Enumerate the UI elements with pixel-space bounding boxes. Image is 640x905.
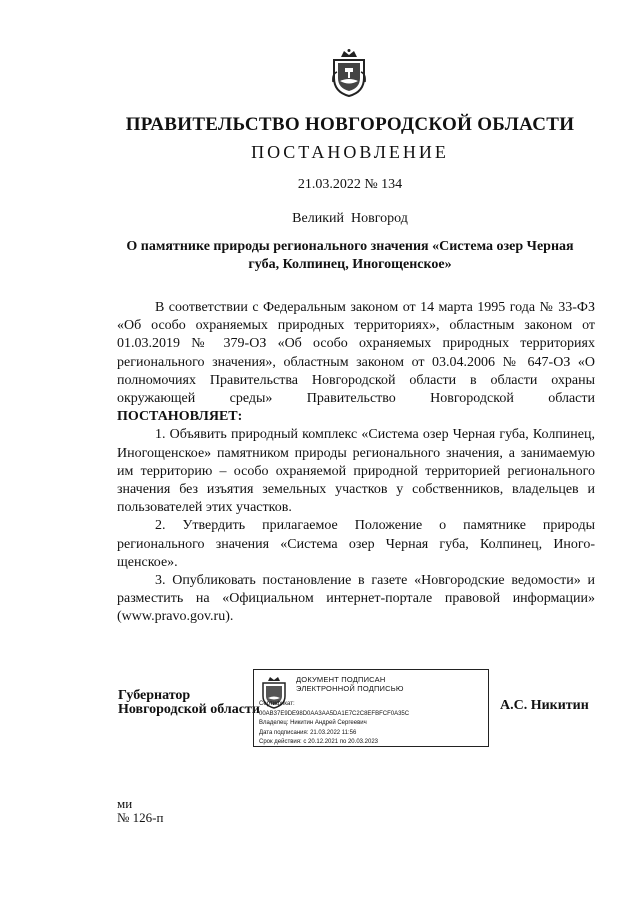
signatory-title-line1: Губернатор	[118, 688, 191, 703]
signatory-name: А.С. Никитин	[500, 698, 589, 713]
footer-note	[117, 797, 163, 825]
item-1: 1. Объявить природный комплекс «Система озер Черная губа, Колпинец, Иногощенское» памятником природы регионального значения, а занимаемую им территорию – особо охраняемой природной территорией регионального значения без изъятия земельных участков у собственников, владельцев и пользователей этих участков.	[117, 427, 595, 516]
preamble-text: В соответствии с Федеральным законом от 14 марта 1995 года № 33-ФЗ «Об особо охраняемых природных территориях», областным законом от 01.03.2019 № 379-ОЗ «Об особо охраняемых природных территориях регионального значения», областным законом от 03.04.2006 № 647-ОЗ «О полномочиях Правительства Новгородской области в области охраны окружающей среды» Правительство Новгородской области	[117, 300, 595, 407]
stamp-header	[296, 675, 404, 693]
stamp-header-line1: ДОКУМЕНТ ПОДПИСАН	[296, 675, 386, 684]
stamp-header-line2: ЭЛЕКТРОННОЙ ПОДПИСЬЮ	[296, 684, 404, 693]
document-city: Великий Новгород	[292, 211, 408, 226]
stamp-cert-label: Сертификат:	[259, 701, 295, 707]
signatory-title	[118, 689, 260, 717]
resolves-keyword: ПОСТАНОВЛЯЕТ:	[117, 409, 243, 425]
stamp-validity: Срок действия: с 20.12.2021 по 20.03.2023	[259, 739, 379, 745]
item-3: 3. Опубликовать постановление в газете «Новгородские ведомости» и разместить на «Официальном интернет-портале правовой информации» (www.pravo.gov.ru).	[117, 573, 595, 625]
organization-name: ПРАВИТЕЛЬСТВО НОВГОРОДСКОЙ ОБЛАСТИ	[125, 114, 575, 135]
item-2: 2. Утвердить прилагаемое Положение о памятнике природы регионального значения «Система озер Черная губа, Колпинец, Иногощенское».	[117, 518, 595, 570]
document-type: ПОСТАНОВЛЕНИЕ	[251, 142, 449, 162]
stamp-signed-date: Дата подписания: 21.03.2022 11:56	[259, 729, 357, 736]
footer-initials: ми	[117, 796, 133, 811]
signatory-title-line2: Новгородской области	[118, 702, 260, 717]
stamp-cert-number: 00AB37E9DE98D0AA3AA5DA1E7C2C8EFBFCF0A35C	[259, 710, 410, 717]
stamp-details	[259, 700, 409, 748]
document-body	[117, 299, 595, 627]
document-title: О памятнике природы регионального значения «Система озер Черная губа, Колпинец, Иногощенское»	[126, 239, 574, 272]
coat-of-arms-emblem	[329, 48, 369, 98]
preamble-paragraph	[117, 299, 595, 426]
electronic-signature-stamp	[253, 669, 489, 747]
stamp-owner: Владелец: Никитин Андрей Сергеевич	[259, 720, 367, 726]
footer-number: № 126-п	[117, 810, 164, 825]
document-date-number: 21.03.2022 № 134	[297, 177, 403, 192]
